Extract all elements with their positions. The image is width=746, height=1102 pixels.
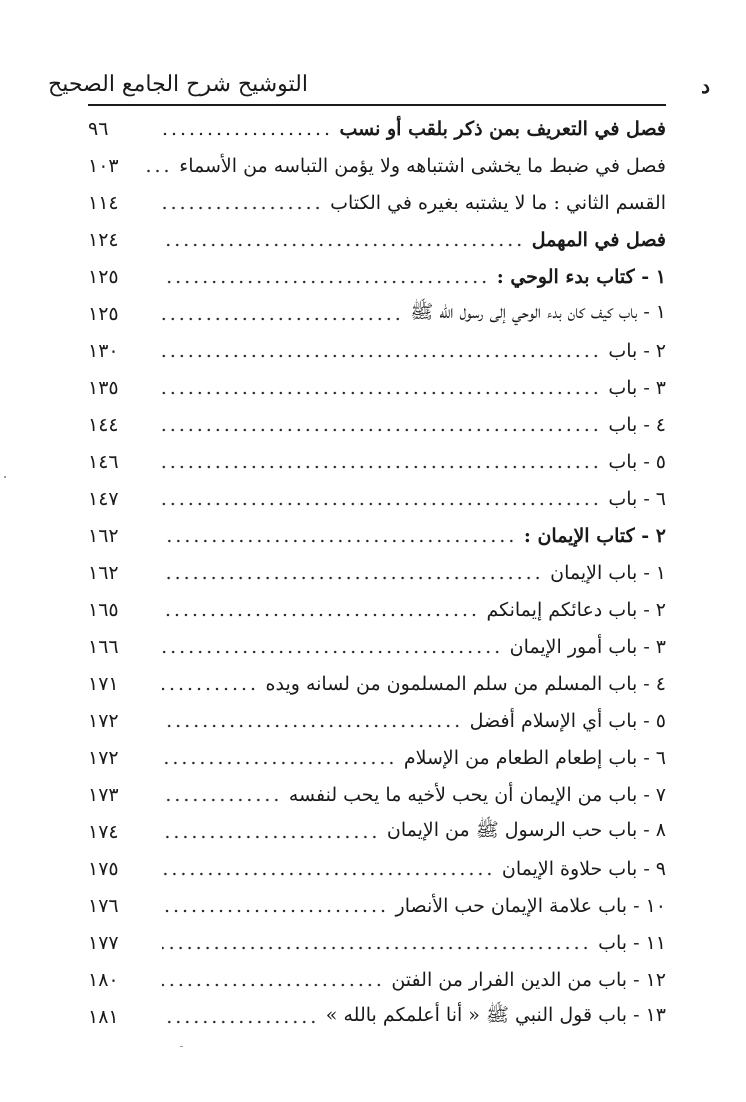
toc-entry-title: ٣ - باب أمور الإيمان [509, 635, 666, 658]
toc-entry [88, 850, 666, 887]
table-of-contents [88, 110, 666, 1035]
toc-entry [88, 702, 666, 739]
toc-page-number: ١٧٣ [88, 783, 119, 806]
dot-leader [162, 132, 332, 136]
dot-leader [162, 243, 524, 247]
toc-entry [88, 110, 666, 147]
toc-entry-title: ١٠ - باب علامة الإيمان حب الأنصار [395, 894, 666, 917]
page-header [48, 66, 710, 100]
toc-entry-body [136, 887, 666, 924]
toc-entry-title: ٥ - باب [608, 450, 666, 473]
toc-entry-title: ١١ - باب [598, 931, 666, 954]
toc-entry-body [136, 554, 666, 591]
dot-leader [162, 650, 502, 654]
toc-entry [88, 887, 666, 924]
dot-leader [162, 354, 600, 358]
toc-page-number: ١٢٥ [88, 265, 119, 288]
dot-leader [162, 687, 258, 691]
toc-entry-title: فصل في التعريف بمن ذكر بلقب أو نسب [339, 117, 666, 140]
toc-entry-body [136, 369, 666, 406]
toc-page-number: ١٧٥ [88, 857, 119, 880]
toc-page-number: ١٨٠ [88, 968, 119, 991]
toc-entry-body [136, 184, 666, 221]
toc-entry [88, 776, 666, 813]
toc-entry [88, 628, 666, 665]
toc-entry-body [136, 332, 666, 369]
dot-leader [162, 576, 542, 580]
toc-page-number: ١٧٤ [88, 820, 119, 843]
toc-entry [88, 813, 666, 850]
bottom-mark [180, 1046, 183, 1047]
toc-entry-body [136, 147, 666, 184]
toc-page-number: ١٧٢ [88, 746, 119, 769]
toc-entry-body [136, 813, 666, 850]
toc-entry-body [136, 443, 666, 480]
toc-entry [88, 554, 666, 591]
toc-page-number: ١٢٥ [88, 302, 119, 325]
toc-entry-body [136, 517, 666, 554]
toc-entry-body [136, 665, 666, 702]
toc-page-number: ١٨١ [88, 1005, 119, 1028]
toc-entry [88, 369, 666, 406]
toc-entry-title: ١ - كتاب بدء الوحي : [496, 265, 666, 288]
toc-entry-title: ٧ - باب من الإيمان أن يحب لأخيه ما يحب لنفسه [288, 783, 666, 806]
toc-entry [88, 591, 666, 628]
toc-entry [88, 295, 666, 332]
dot-leader [162, 391, 600, 395]
toc-entry-title: ٢ - كتاب الإيمان : [523, 524, 666, 547]
toc-page-number: ١٧٢ [88, 709, 119, 732]
toc-page-number: ١٣٥ [88, 376, 119, 399]
dot-leader [162, 724, 462, 728]
toc-entry-title: ٦ - باب [608, 487, 666, 510]
toc-entry-title: ٥ - باب أي الإسلام أفضل [469, 709, 666, 732]
toc-entry-body [136, 221, 666, 258]
toc-entry [88, 406, 666, 443]
dot-leader [162, 872, 494, 876]
toc-entry [88, 961, 666, 998]
toc-entry-body [136, 406, 666, 443]
toc-entry-body [136, 295, 666, 332]
toc-entry-title: ٢ - باب [608, 339, 666, 362]
dot-leader [162, 428, 600, 432]
dot-leader [162, 798, 281, 802]
toc-entry-title: القسم الثاني : ما لا يشتبه بغيره في الكتاب [330, 191, 666, 214]
toc-entry-title: ١ - باب كيف كان بدء الوحي إلى رسول الله ﷺ [410, 300, 666, 323]
toc-entry-title: ٨ - باب حب الرسول ﷺ من الإيمان [386, 818, 666, 841]
margin-mark [4, 476, 6, 478]
toc-entry-body [136, 480, 666, 517]
toc-entry [88, 998, 666, 1035]
toc-entry-body [136, 776, 666, 813]
toc-entry-body [136, 924, 666, 961]
toc-entry-title: فصل في ضبط ما يخشى اشتباهه ولا يؤمن التباسه من الأسماء [179, 154, 666, 177]
dot-leader [162, 909, 388, 913]
toc-page-number: ١٧٦ [88, 894, 119, 917]
dot-leader [162, 1020, 318, 1024]
dot-leader [141, 169, 171, 173]
toc-entry-body [136, 702, 666, 739]
toc-entry [88, 443, 666, 480]
toc-entry-body [136, 739, 666, 776]
toc-entry-title: ٣ - باب [608, 376, 666, 399]
toc-entry-body [136, 998, 666, 1035]
dot-leader [162, 761, 396, 765]
toc-entry [88, 147, 666, 184]
toc-entry-title: ١٣ - باب قول النبي ﷺ « أنا أعلمكم بالله » [325, 1003, 666, 1026]
running-title: التوشيح شرح الجامع الصحيح [48, 72, 308, 97]
toc-entry-title: ٤ - باب [608, 413, 666, 436]
toc-entry-title: ٤ - باب المسلم من سلم المسلمون من لسانه ويده [265, 672, 666, 695]
header-rule [88, 104, 666, 106]
toc-entry [88, 258, 666, 295]
dot-leader [162, 280, 489, 284]
toc-page-number: ١١٤ [88, 191, 119, 214]
toc-entry-title: ١٢ - باب من الدين الفرار من الفتن [391, 968, 666, 991]
toc-entry [88, 221, 666, 258]
toc-page-number: ١٣٠ [88, 339, 119, 362]
toc-entry [88, 480, 666, 517]
toc-page-number: ١٤٦ [88, 450, 119, 473]
toc-entry [88, 184, 666, 221]
toc-entry-title: ٩ - باب حلاوة الإيمان [501, 857, 666, 880]
page-letter: د [701, 74, 710, 98]
toc-page-number: ١٦٢ [88, 524, 119, 547]
toc-page-number: ١٠٣ [88, 154, 119, 177]
toc-page-number: ١٦٥ [88, 598, 119, 621]
toc-entry-title: فصل في المهمل [531, 228, 666, 251]
toc-entry-title: ٦ - باب إطعام الطعام من الإسلام [403, 746, 666, 769]
dot-leader [162, 317, 402, 321]
toc-entry [88, 924, 666, 961]
toc-entry-body [136, 258, 666, 295]
toc-page-number: ١٤٧ [88, 487, 119, 510]
dot-leader [162, 206, 322, 210]
dot-leader [162, 465, 600, 469]
toc-page-number: ١٦٢ [88, 561, 119, 584]
toc-page-number: ١٧١ [88, 672, 119, 695]
toc-entry-title: ٢ - باب دعائكم إيمانكم [486, 598, 666, 621]
toc-entry [88, 739, 666, 776]
dot-leader [162, 539, 516, 543]
toc-entry-body [136, 850, 666, 887]
toc-entry-body [136, 961, 666, 998]
toc-entry-title: ١ - باب الإيمان [550, 561, 666, 584]
toc-entry-body [136, 591, 666, 628]
dot-leader [162, 983, 383, 987]
toc-entry-body [136, 110, 666, 147]
dot-leader [162, 613, 478, 617]
toc-page-number: ١٢٤ [88, 228, 119, 251]
toc-page-number: ١٧٧ [88, 931, 119, 954]
toc-entry [88, 332, 666, 369]
dot-leader [162, 946, 590, 950]
dot-leader [162, 502, 600, 506]
dot-leader [162, 835, 379, 839]
toc-page-number: ١٤٤ [88, 413, 119, 436]
toc-entry-body [136, 628, 666, 665]
toc-entry [88, 665, 666, 702]
toc-page-number: ١٦٦ [88, 635, 119, 658]
toc-entry [88, 517, 666, 554]
toc-page-number: ٩٦ [88, 117, 109, 140]
